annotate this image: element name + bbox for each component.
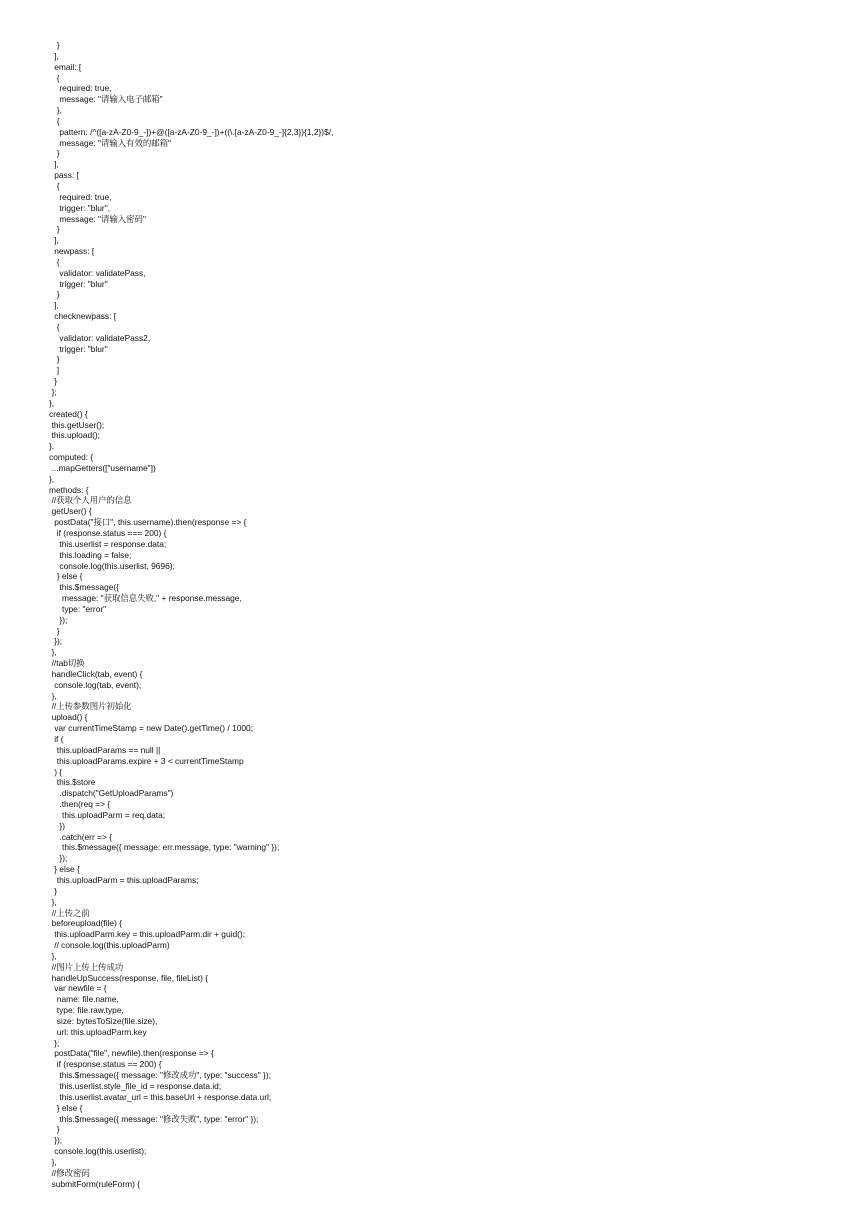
code-line: this.upload(); <box>51 430 101 441</box>
code-line: getUser() { <box>51 506 92 517</box>
code-line: type: "error" <box>62 603 107 614</box>
code-line: this.$message({ <box>59 582 119 593</box>
code-line: upload() { <box>51 712 88 723</box>
code-line: this.loading = false; <box>59 549 132 560</box>
code-line: }) <box>59 820 65 831</box>
code-line: ], <box>54 159 59 170</box>
code-line: { <box>56 256 60 267</box>
code-line: } else { <box>54 864 80 875</box>
code-line: created() { <box>49 408 88 419</box>
code-line: this.$message({ message: err.message, type: "warning" }); <box>62 842 280 853</box>
code-line: } <box>56 625 60 636</box>
code-line: }, <box>56 105 62 116</box>
code-line: this.uploadParm = this.uploadParams; <box>56 874 199 885</box>
code-line: }, <box>51 647 57 658</box>
code-line: validator: validatePass2, <box>59 332 151 343</box>
code-line: this.uploadParams.expire + 3 < currentTimeStamp <box>56 755 244 766</box>
code-line: url: this.uploadParm.key <box>56 1026 147 1037</box>
code-line: .dispatch("GetUploadParams") <box>59 788 174 799</box>
code-line: this.$store <box>56 777 96 788</box>
code-line: postData("file", newfile).then(response => { <box>54 1048 214 1059</box>
code-line: trigger: "blur" <box>59 343 108 354</box>
code-line: }, <box>49 397 55 408</box>
code-line: }, <box>51 1156 57 1167</box>
code-line: console.log(tab, event); <box>54 679 142 690</box>
code-line: { <box>56 321 60 332</box>
code-line: message: "获取信息失败," + response.message, <box>62 593 242 604</box>
code-line: pass: [ <box>54 170 79 181</box>
code-line: name: file.name, <box>56 994 119 1005</box>
code-line: }, <box>49 441 55 452</box>
code-line: } <box>56 354 60 365</box>
code-line: methods: { <box>49 484 89 495</box>
code-line: { <box>56 180 60 191</box>
code-line: { <box>56 72 60 83</box>
code-line: //获取个人用户的信息 <box>51 495 132 506</box>
code-line: //tab切换 <box>51 658 85 669</box>
code-line: this.userlist.style_file_id = response.data.id; <box>59 1081 222 1091</box>
code-line: size: bytesToSize(file.size), <box>56 1015 158 1026</box>
code-line: submitForm(ruleForm) { <box>51 1178 141 1189</box>
code-line: }); <box>59 853 68 864</box>
code-line: }, <box>51 690 57 701</box>
code-line: }; <box>54 1037 60 1048</box>
code-line: console.log(this.userlist, 9696); <box>59 560 175 571</box>
code-line: ], <box>54 300 59 311</box>
code-line: }); <box>59 614 68 625</box>
code-line: if (response.status === 200) { <box>56 527 167 538</box>
code-line: ], <box>54 50 59 61</box>
code-line: this.getUser(); <box>51 419 105 430</box>
code-line: console.log(this.userlist); <box>54 1146 147 1157</box>
code-line: } <box>56 1124 60 1135</box>
code-line: } <box>56 148 60 159</box>
code-line: // console.log(this.uploadParm) <box>54 940 170 951</box>
code-line: this.$message({ message: "修改成功", type: "success" }); <box>59 1070 271 1081</box>
code-line: } <box>54 885 57 896</box>
code-line: if ( <box>54 734 64 744</box>
code-line: }; <box>51 387 57 397</box>
code-line: } else { <box>56 571 83 582</box>
code-line: this.uploadParams == null || <box>56 744 161 755</box>
code-line: computed: { <box>49 452 94 463</box>
code-line: ) { <box>54 766 63 777</box>
code-line: } <box>56 224 60 235</box>
code-document <box>0 40 868 1189</box>
code-line: }); <box>54 636 63 647</box>
code-line: } <box>56 40 60 50</box>
code-line: message: "请输入电子邮箱" <box>59 94 163 105</box>
code-line: message: "请输入密码" <box>59 213 146 224</box>
code-line: //图片上传上传成功 <box>51 961 124 972</box>
code-line: required: true, <box>59 191 112 202</box>
code-line: this.$message({ message: "修改失败", type: "error" }); <box>59 1113 259 1124</box>
code-line: required: true, <box>59 83 112 94</box>
code-line: if (response.status == 200) { <box>56 1059 162 1070</box>
code-line: } else { <box>56 1102 83 1113</box>
code-line: { <box>56 115 60 126</box>
code-line: .catch(err => { <box>59 831 112 842</box>
code-line: this.uploadParm.key = this.uploadParm.dir + guid(); <box>54 929 246 940</box>
code-line: } <box>54 376 57 387</box>
code-line: ] <box>56 365 60 376</box>
code-line: }, <box>51 896 57 907</box>
code-line: handleClick(tab, event) { <box>51 668 143 679</box>
code-line: var newfile = { <box>54 983 107 994</box>
code-line: .then(req => { <box>59 799 111 810</box>
code-line: trigger: "blur" <box>59 278 108 289</box>
code-line: checknewpass: [ <box>54 311 117 322</box>
code-line: ...mapGetters(["username"]) <box>51 462 156 473</box>
code-line: pattern: /^([a-zA-Z0-9_-])+@([a-zA-Z0-9_-])+((\.[a-zA-Z0-9_-]{2,3}){1,2})$/, <box>59 126 334 137</box>
code-line: this.userlist.avatar_url = this.baseUrl + response.data.url; <box>59 1091 272 1102</box>
code-line: type: file.raw.type, <box>56 1005 124 1016</box>
code-line: //上传之前 <box>51 907 90 918</box>
code-line: }, <box>49 473 55 484</box>
code-line: email: [ <box>54 61 82 72</box>
code-line: this.uploadParm = req.data; <box>62 809 166 820</box>
code-line: //修改密码 <box>51 1167 90 1178</box>
code-line: trigger: "blur", <box>59 202 111 213</box>
code-line: validator: validatePass, <box>59 267 146 278</box>
code-line: handleUpSuccess(response, file, fileList) { <box>51 972 209 983</box>
code-line: postData("接口", this.username).then(response => { <box>54 517 247 528</box>
code-line: newpass: [ <box>54 246 95 257</box>
code-line: message: "请输入有效的邮箱" <box>59 137 171 148</box>
code-line: var currentTimeStamp = new Date().getTime() / 1000; <box>54 723 254 734</box>
code-line: }, <box>51 950 57 961</box>
code-line: //上传参数图片初始化 <box>51 701 132 712</box>
code-line: } <box>56 289 60 300</box>
code-line: beforeupload(file) { <box>51 918 122 929</box>
code-line: this.userlist = response.data; <box>59 538 167 549</box>
code-line: ], <box>54 235 59 246</box>
code-line: }); <box>54 1135 63 1146</box>
